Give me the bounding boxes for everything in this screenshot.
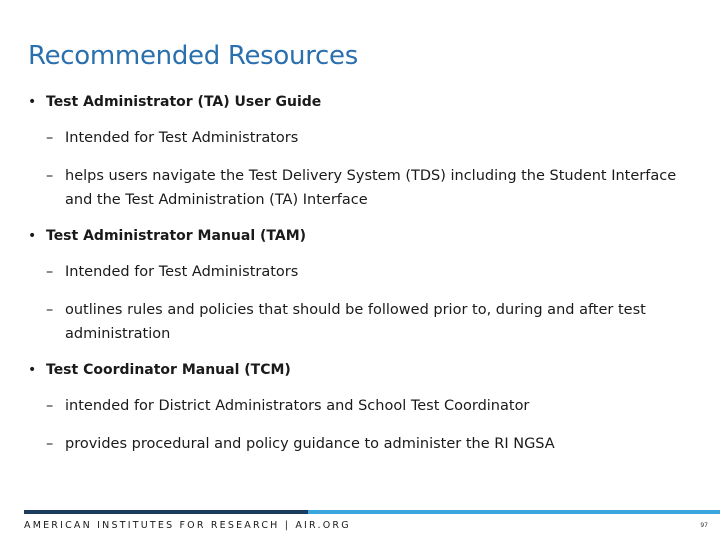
bullet-item xyxy=(28,360,698,380)
sub-bullet-text: intended for District Administrators and School Test Coordinator xyxy=(65,398,530,414)
bullet-glyph: • xyxy=(28,94,37,110)
sub-bullet-text: helps users navigate the Test Delivery System (TDS) including the Student Interface and the Test Administration (TA) Interface xyxy=(65,168,677,208)
page-number: 97 xyxy=(700,522,708,529)
sub-bullet-item xyxy=(28,164,698,212)
footer-bar-light xyxy=(308,510,720,514)
dash-glyph: – xyxy=(46,302,54,318)
sub-bullet-text: provides procedural and policy guidance to administer the RI NGSA xyxy=(65,436,555,452)
bullet-text: Test Administrator (TA) User Guide xyxy=(46,94,322,110)
dash-glyph: – xyxy=(46,436,54,452)
sub-bullet-text: Intended for Test Administrators xyxy=(65,264,299,280)
bullet-glyph: • xyxy=(28,362,37,378)
bullet-text: Test Coordinator Manual (TCM) xyxy=(46,362,291,378)
bullet-item xyxy=(28,226,698,246)
dash-glyph: – xyxy=(46,130,54,146)
slide-content xyxy=(28,92,698,456)
dash-glyph: – xyxy=(46,168,54,184)
dash-glyph: – xyxy=(46,264,54,280)
sub-bullet-text: Intended for Test Administrators xyxy=(65,130,299,146)
footer-organization: AMERICAN INSTITUTES FOR RESEARCH | AIR.ORG xyxy=(24,520,351,531)
footer-bar-dark xyxy=(24,510,308,514)
slide-title: Recommended Resources xyxy=(28,41,358,71)
sub-bullet-item xyxy=(28,432,698,456)
sub-bullet-item xyxy=(28,260,698,284)
dash-glyph: – xyxy=(46,398,54,414)
bullet-item xyxy=(28,92,698,112)
sub-bullet-item xyxy=(28,394,698,418)
bullet-text: Test Administrator Manual (TAM) xyxy=(46,228,307,244)
bullet-glyph: • xyxy=(28,228,37,244)
sub-bullet-item xyxy=(28,126,698,150)
sub-bullet-text: outlines rules and policies that should be followed prior to, during and after test administration xyxy=(65,302,646,342)
sub-bullet-item xyxy=(28,298,698,346)
